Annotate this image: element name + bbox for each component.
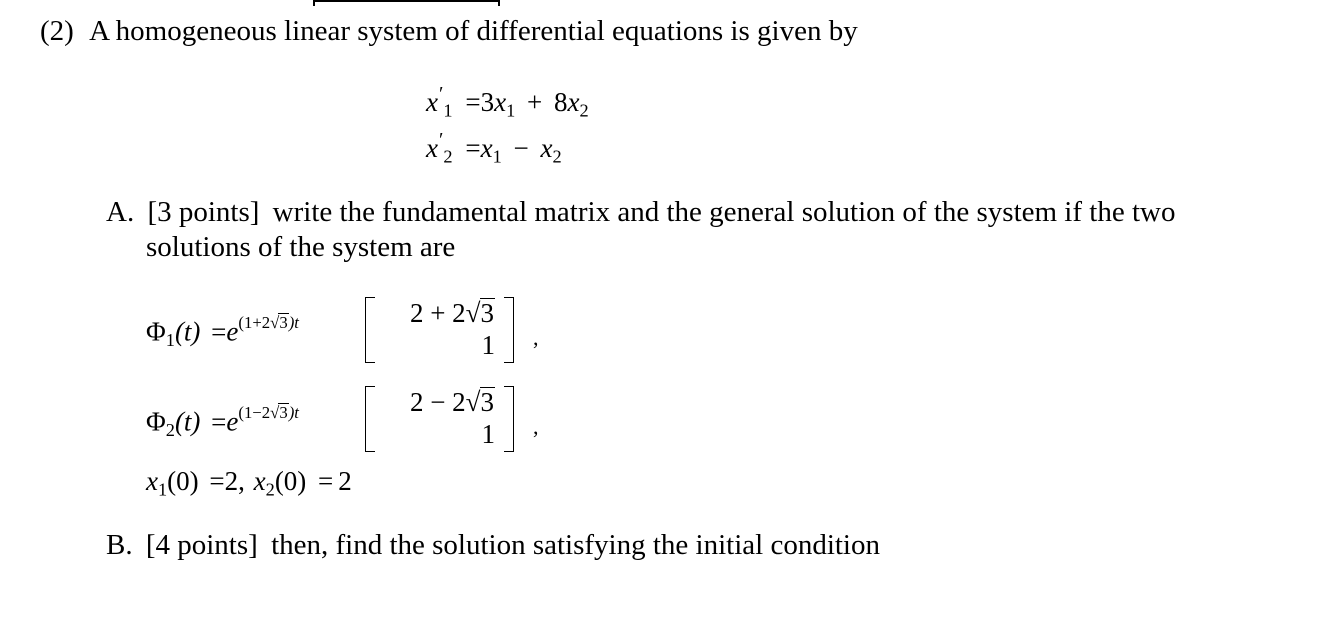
part-a-text-1: write the fundamental matrix and the general solution of the system if the two	[272, 196, 1176, 228]
top-border-fragment	[313, 0, 500, 2]
phi2-bracket-right	[504, 386, 514, 452]
initial-conditions: $x_1(0) =2$, $x_2(0) = 2$	[146, 466, 352, 500]
phi1-comma: ,	[533, 325, 539, 350]
part-a-line-2	[146, 230, 455, 264]
equation-2: $x'_2 =x_1 - x_2$	[426, 128, 562, 167]
top-border-tick-right	[498, 0, 500, 6]
equation-1: $x'_1 =3x_1 + 8x_2$	[426, 82, 589, 121]
part-b-points: [4 points]	[145, 529, 258, 561]
part-a-text-2: solutions of the system are	[146, 231, 456, 263]
phi2-bracket-left	[365, 386, 375, 452]
part-a-points: [3 points]	[147, 196, 260, 228]
top-border-tick-left	[313, 0, 315, 6]
part-a-label: A.	[106, 196, 135, 228]
problem-intro: A homogeneous linear system of differential equations is given by	[89, 15, 858, 47]
part-b-text: then, find the solution satisfying the initial condition	[271, 529, 880, 561]
phi1-bracket-right	[504, 297, 514, 363]
part-b	[106, 528, 880, 562]
phi1-lhs: $\Phi_1(t) =e^{(1+2√3)t}$	[146, 313, 299, 351]
part-a-line-1	[106, 195, 1175, 229]
phi1-bracket-left	[365, 297, 375, 363]
phi2-lhs: $\Phi_2(t) =e^{(1-2√3)t}$	[146, 403, 299, 441]
problem-number: (2)	[40, 15, 74, 47]
part-b-label: B.	[106, 529, 133, 561]
phi2-comma: ,	[533, 414, 539, 439]
problem-statement	[40, 14, 858, 48]
